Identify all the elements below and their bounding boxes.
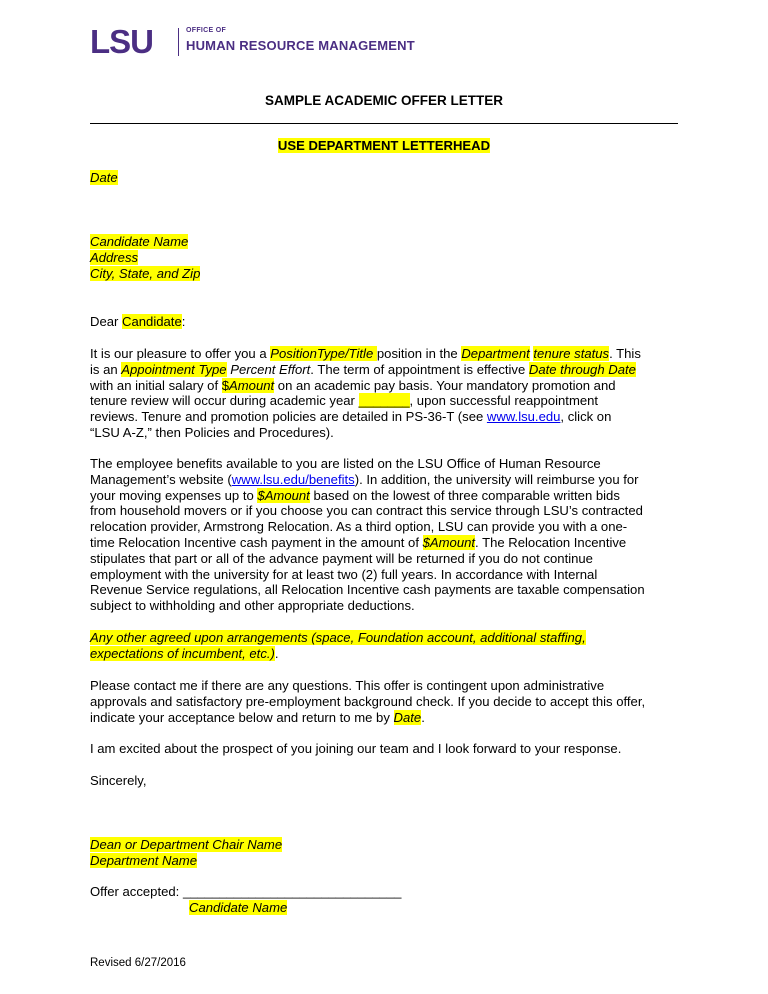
logo-divider (178, 28, 179, 56)
signature-block (90, 837, 680, 869)
date-placeholder: Date (90, 170, 118, 185)
title-rule (90, 123, 678, 124)
offer-candidate-line (189, 900, 287, 916)
signer-name: Dean or Department Chair Name (90, 837, 283, 852)
candidate-address: Address (90, 249, 139, 265)
salutation-colon: : (181, 314, 186, 329)
moving-amount: $Amount (257, 487, 310, 503)
offer-label: Offer accepted: (90, 884, 183, 899)
salutation-dear: Dear (90, 314, 123, 329)
return-date: Date (393, 709, 422, 725)
paragraph-offer: It is our pleasure to offer you a PositionType/Title position in the Department tenure status. This is an Appointment Type Percent Effort. The term of appointment is effective Date through Date with an initial salary of $Amount on an academic pay basis. Your mandatory promotion and tenure review will occur during academic year _______, upon successful reappointment reviews. Tenure and promotion policies are detailed in PS-36-T (see www.lsu.edu, click on “LSU A-Z,” then Policies and Procedures). (90, 346, 641, 440)
paragraph-benefits: The employee benefits available to you are listed on the LSU Office of Human Resource Management’s website (www.lsu.edu/benefits). In addition, the university will reimburse you for your moving expenses up to $Amount based on the lowest of three comparable written bids from household movers or if you choose you can contract this service through LSU’s contracted relocation provider, Armstrong Relocation. As a third option, LSU can provide you with a one- time Relocation Incentive cash payment in the amount of $Amount. The Relocation Incentive stipulates that part or all of the advance payment will be returned if you do not continue employment with the university for at least two (2) full years. In accordance with Internal Revenue Service regulations, all Relocation Incentive cash payments are taxable compensation subject to withholding and other appropriate deductions. (90, 456, 645, 614)
candidate-city: City, State, and Zip (90, 265, 201, 281)
lsu-link[interactable]: www.lsu.edu (486, 409, 561, 425)
relocation-amount: $Amount (422, 534, 476, 550)
date-line (90, 170, 680, 186)
salutation-candidate: Candidate (122, 314, 182, 329)
logo-office-of: OFFICE OF (186, 27, 227, 34)
letterhead-line (0, 138, 768, 154)
offer-candidate-name: Candidate Name (189, 900, 288, 915)
page-title: SAMPLE ACADEMIC OFFER LETTER (265, 93, 503, 108)
closing: Sincerely, (90, 773, 147, 788)
letterhead-note: USE DEPARTMENT LETTERHEAD (277, 138, 491, 153)
signer-department: Department Name (90, 852, 197, 868)
salutation (90, 314, 680, 330)
revised-date: Revised 6/27/2016 (90, 957, 186, 969)
candidate-name: Candidate Name (90, 234, 189, 249)
lsu-logo: LSU (90, 23, 153, 60)
paragraph-arrangements: Any other agreed upon arrangements (space, Foundation account, additional staffing, expectations of incumbent, etc.). (90, 630, 586, 661)
paragraph-closing: I am excited about the prospect of you joining our team and I look forward to your response. (90, 741, 622, 756)
offer-accepted (90, 884, 680, 900)
signature-line: ______________________________ (182, 884, 402, 899)
logo-department: HUMAN RESOURCE MANAGEMENT (186, 38, 415, 53)
paragraph-contact: Please contact me if there are any questions. This offer is contingent upon administrative approvals and satisfactory pre-employment background check. If you decide to accept this offer, indicate your acceptance below and return to me by Date. (90, 678, 646, 725)
address-block (90, 234, 680, 281)
benefits-link[interactable]: www.lsu.edu/benefits (231, 471, 355, 487)
